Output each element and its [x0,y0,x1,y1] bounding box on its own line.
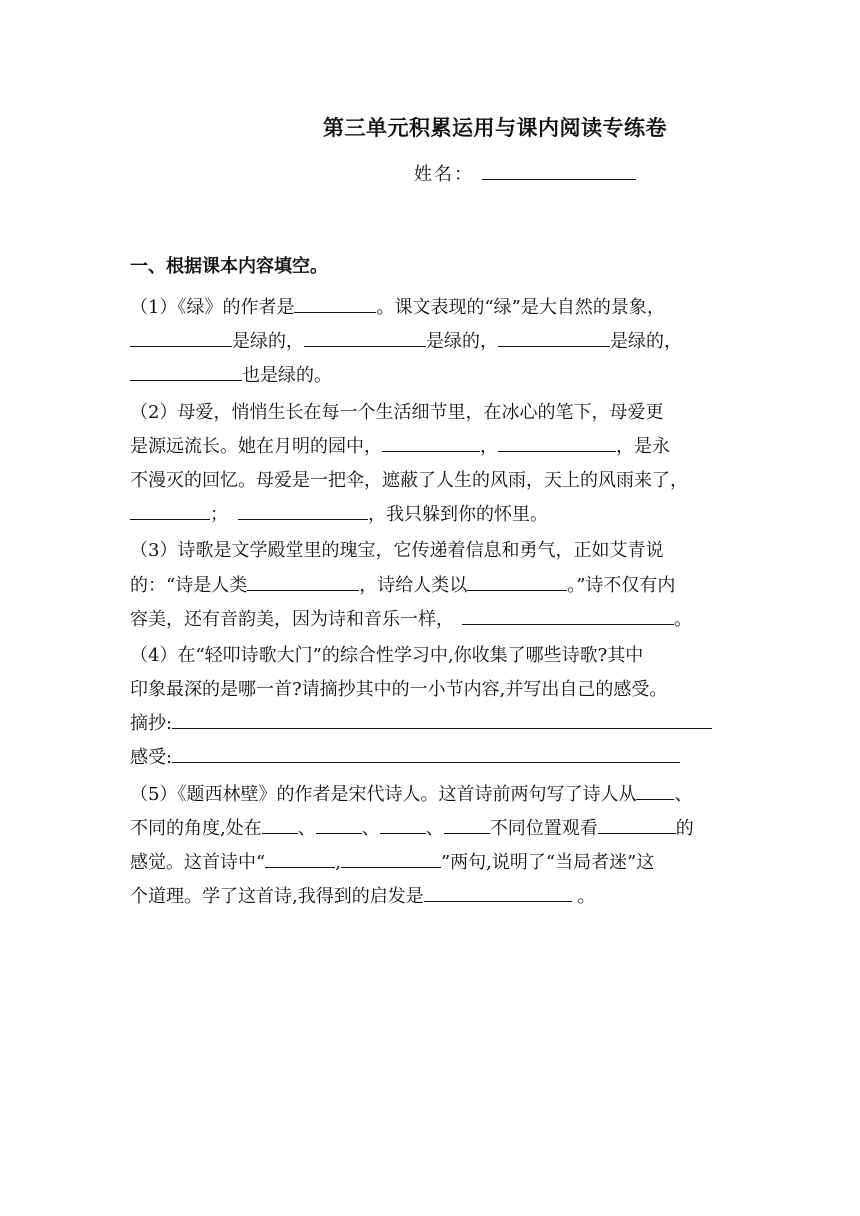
q3-text: 容美，还有音韵美，因为诗和音乐一样， [130,608,454,630]
q1-text: 也是绿的。 [242,365,332,387]
excerpt-label: 摘抄: [130,713,173,735]
feeling-label: 感受: [130,747,173,769]
q2-text: ，我只躲到你的怀里。 [368,504,548,526]
q1-blank-3[interactable] [498,328,610,347]
q1-text: 是绿的， [426,331,498,353]
q5-text: , [335,852,341,873]
q2-text: （2）母爱，悄悄生长在每一个生活细节里，在冰心的笔下，母爱更 [130,401,664,423]
q5-line-1 [130,778,732,812]
q1-text: 是绿的， [232,331,304,353]
q1-line-1 [130,291,732,325]
q1-text: 是绿的， [610,331,682,353]
q4-line-4 [130,741,732,775]
q5-text: 。 [571,886,596,908]
q5-blank-4[interactable] [380,815,426,834]
q1-line-2 [130,325,732,359]
name-blank[interactable] [482,161,636,180]
q2-text: ， [480,435,498,457]
q3-text: ，诗给人类以 [359,574,468,596]
q2-blank-2[interactable] [498,433,616,452]
q5-blank-8[interactable] [341,849,441,868]
q3-blank-3[interactable] [462,606,674,625]
q2-line-3 [130,464,732,498]
q2-text: ，是永 [616,435,670,457]
q5-blank-5[interactable] [444,815,490,834]
q5-text: 、 [361,817,380,839]
question-body [130,291,732,914]
q3-line-2 [130,569,732,603]
q3-text: （3）诗歌是文学殿堂里的瑰宝，它传递着信息和勇气，正如艾青说 [130,540,664,562]
q4-line-2 [130,673,732,707]
q2-text: 是源远流长。她在月明的园中， [130,435,382,457]
q5-line-3 [130,846,732,880]
q5-blank-9[interactable] [424,883,572,902]
name-field-row [414,160,636,186]
excerpt-blank[interactable] [172,710,712,729]
q3-text: 。”诗不仅有内 [567,574,676,596]
q5-line-4 [130,880,732,914]
q1-blank-author[interactable] [294,294,376,313]
q5-blank-2[interactable] [262,815,298,834]
q5-blank-1[interactable] [636,781,674,800]
name-label: 姓名： [414,164,474,185]
q2-text: ； [210,504,228,526]
q4-text: 印象最深的是哪一首?请摘抄其中的一小节内容,并写出自己的感受。 [130,679,668,701]
q2-line-2 [130,430,732,464]
q1-blank-1[interactable] [130,328,232,347]
q1-text: （1）《绿》的作者是 [130,297,295,318]
q5-blank-6[interactable] [598,815,676,834]
q2-blank-4[interactable] [238,501,368,520]
q5-text: 感觉。这首诗中“ [130,852,266,873]
q5-text: 、 [297,817,316,839]
q3-line-1 [130,534,732,568]
q2-line-1 [130,396,732,430]
page-title: 第三单元积累运用与课内阅读专练卷 [323,115,667,140]
q5-blank-3[interactable] [316,815,362,834]
q2-text: 不漫灭的回忆。母爱是一把伞，遮蔽了人生的风雨，天上的风雨来了， [130,469,688,491]
q5-text: 、 [674,783,693,805]
q4-line-3 [130,707,732,741]
q5-text: 的 [675,817,694,839]
section-heading: 一、根据课本内容填空。 [130,256,328,277]
q5-text: （5）《题西林壁》的作者是宋代诗人。这首诗前两句写了诗人从 [130,783,637,805]
q5-line-2 [130,812,732,846]
q2-blank-1[interactable] [382,433,480,452]
q3-text: 。 [674,608,692,630]
q1-line-3 [130,359,732,393]
feeling-blank[interactable] [172,744,680,763]
q1-blank-2[interactable] [304,328,426,347]
q5-text: ”两句,说明了“当局者迷”这 [440,852,655,873]
q5-text: 、 [425,817,444,839]
q3-text: 的：“诗是人类 [130,574,248,596]
q2-line-4 [130,498,732,532]
q4-text: （4）在“轻叩诗歌大门”的综合性学习中,你收集了哪些诗歌?其中 [130,644,644,666]
q5-blank-7[interactable] [265,849,335,868]
q4-line-1 [130,639,732,673]
q1-text: 。课文表现的“绿”是大自然的景象， [376,297,665,318]
q5-text: 不同位置观看 [489,817,598,839]
q3-blank-2[interactable] [467,572,567,591]
q2-blank-3[interactable] [130,501,210,520]
q3-line-3 [130,603,732,637]
q5-text: 个道理。学了这首诗,我得到的启发是 [130,886,424,908]
q3-blank-1[interactable] [247,572,359,591]
q5-text: 不同的角度,处在 [130,817,262,839]
q1-blank-4[interactable] [130,362,242,381]
